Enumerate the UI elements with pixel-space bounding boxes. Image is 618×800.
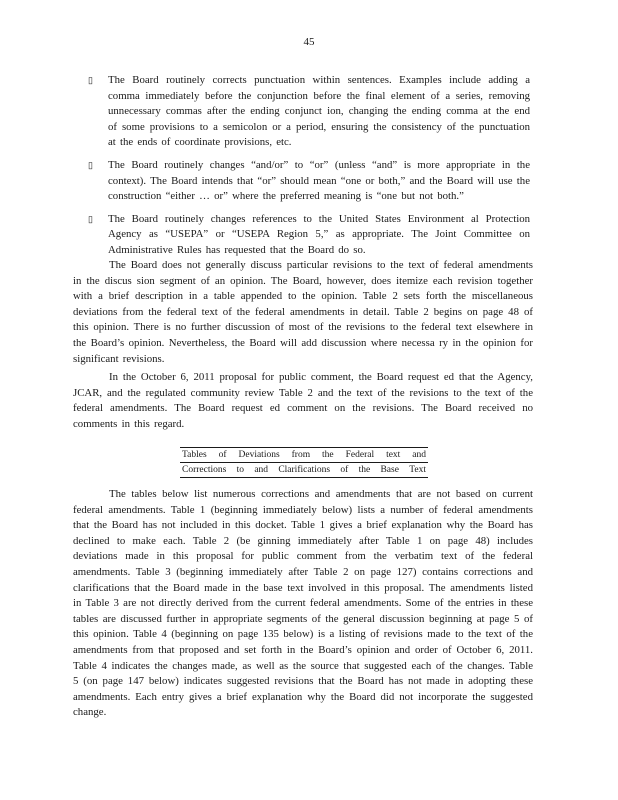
bullet-square-icon: ▯: [88, 213, 93, 224]
table-title: [180, 447, 428, 478]
table-title-word: Federal: [345, 450, 375, 460]
table-title-word: Text: [409, 465, 426, 475]
table-title-word: Base: [380, 465, 399, 475]
bullet-text-and-or: The Board routinely changes “and/or” to “or” (unless “and” is more appropriate in the context). The Board intends that “or” should mean “one or both,” and the Board will use the construction “either … or” where the preferred meaning is “one but not both.”: [108, 158, 530, 203]
paragraph-discussion: The Board does not generally discuss particular revisions to the text of federal amendments in the discus sion segment of an opinion. The Board, however, does itemize each revision together with a brief description in a table appended to the opinion. Table 2 sets forth the miscellaneous deviations from the federal text of the federal amendments in detail. Table 2 begins on page 48 of this opinion. There is no further discussion of most of the revisions to the federal text elsewhere in the Board’s opinion. Nevertheless, the Board will add discussion where necessa ry in the opinion for significant revisions.: [73, 259, 533, 365]
table-title-word: and: [412, 450, 426, 460]
table-title-word: Corrections: [182, 465, 227, 475]
bullet-item: [88, 212, 530, 259]
page-number: 45: [303, 36, 315, 48]
bullet-text-usepa: The Board routinely changes references to the United States Environment al Protection Agency as “USEPA” or “USEPA Region 5,” as appropriate. The Joint Committee on Administrative Rules has requested that the Board do so.: [108, 212, 530, 256]
table-title-word: to: [236, 465, 245, 475]
bullet-item: [88, 158, 530, 205]
table-title-word: from: [291, 450, 311, 460]
bullet-list: [88, 73, 530, 266]
bullet-square-icon: ▯: [88, 75, 93, 85]
table-title-word: Clarifications: [278, 465, 331, 475]
table-title-word: the: [358, 465, 371, 475]
bullet-square-icon: ▯: [88, 159, 93, 170]
table-title-word: the: [322, 450, 334, 460]
table-title-word: Deviations: [238, 450, 280, 460]
table-title-line-1: [180, 447, 428, 463]
table-title-line-2: [180, 463, 428, 478]
table-title-word: of: [218, 450, 227, 460]
table-title-word: text: [386, 450, 401, 460]
table-title-word: of: [340, 465, 349, 475]
paragraph-proposal-comment: In the October 6, 2011 proposal for public comment, the Board request ed that the Agency, JCAR, and the regulated community review Table 2 and the text of the revisions to the text of the federal amendments. The Board request ed comment on the revisions. The Board received no comments in this regard.: [73, 371, 533, 430]
bullet-text-punctuation: The Board routinely corrects punctuation within sentences. Examples include adding a comma immediately before the conjunction before the final element of a series, removing unnecessary commas after the ending conjunct ion, changing the ending comma at the end of some provisions to a semicolon or a period, ensuring the consistency of the punctuation at the ends of coordinate provisions, etc.: [108, 74, 530, 149]
bullet-item: [88, 73, 530, 151]
table-title-word: and: [254, 465, 269, 475]
table-title-word: Tables: [182, 450, 207, 460]
paragraph-tables-overview: The tables below list numerous corrections and amendments that are not based on current federal amendments. Table 1 (beginning immediately below) lists a number of federal amendments that the Board has not included in this docket. Table 1 gives a brief explanation why the Board has declined to make each. Table 2 (be ginning immediately after Table 1 on page 48) includes deviations made in this proposal for public comment from the verbatim text of the federal amendments. Table 3 (beginning immediately after Table 2 on page 127) contains corrections and clarifications that the Board made in the base text involved in this proposal. The amendments listed in Table 3 are not directly derived from the current federal amendments. Some of the entries in these tables are discussed further in appropriate segments of the general discussion beginning at page 5 of this opinion. Table 4 (beginning on page 135 below) is a listing of revisions made to the text of the amendments from that proposed and set forth in the Board’s opinion and order of October 6, 2011. Table 4 indicates the changes made, as well as the source that suggested each of the changes. Table 5 (on page 147 below) indicates suggested revisions that the Board has not made in adopting these amendments. Each entry gives a brief explanation why the Board did not incorporate the suggested change.: [73, 488, 533, 719]
